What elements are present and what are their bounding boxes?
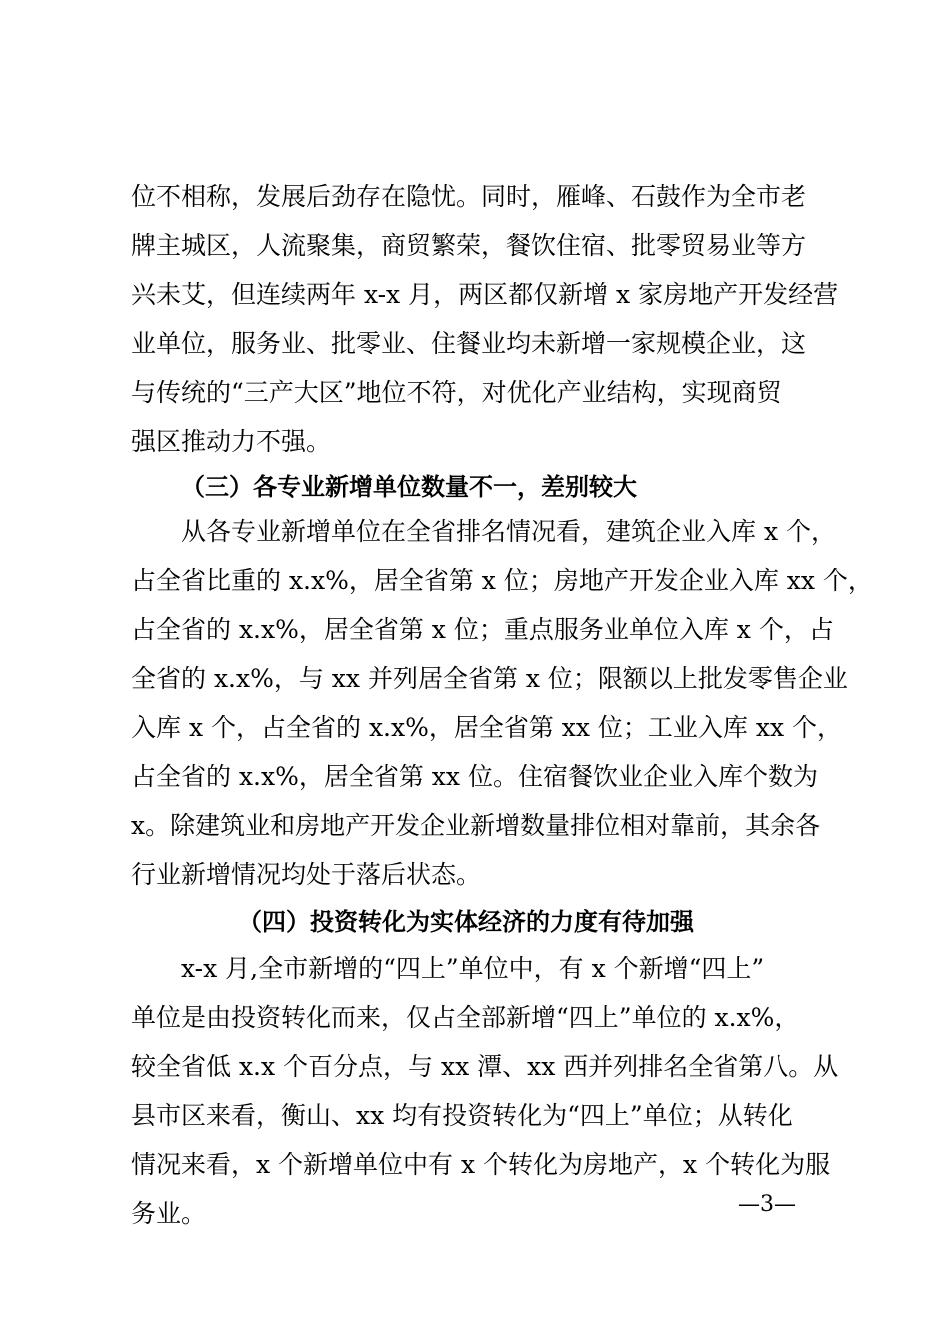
text-line: 占全省的 x.x%，居全省第 xx 位。住宿餐饮业企业入库个数为 (131, 762, 818, 791)
text-line: 单位是由投资转化而来，仅占全部新增“四上”单位的 x.x%， (131, 1003, 800, 1032)
text-line: 入库 x 个，占全省的 x.x%，居全省第 xx 位；工业入库 xx 个， (131, 713, 843, 742)
text-line: 较全省低 x.x 个百分点，与 xx 潭、xx 西并列排名全省第八。从 (131, 1052, 839, 1081)
text-line: 务业。 (131, 1199, 207, 1228)
text-line: 占全省比重的 x.x%，居全省第 x 位；房地产开发企业入库 xx 个， (131, 566, 873, 595)
text-line: 与传统的“三产大区”地位不符，对优化产业结构，实现商贸 (131, 378, 782, 407)
text-line: 全省的 x.x%，与 xx 并列居全省第 x 位；限额以上批发零售企业 (131, 664, 848, 693)
text-line: 从各专业新增单位在全省排名情况看，建筑企业入库 x 个， (181, 517, 836, 546)
text-line: 业单位，服务业、批零业、住餐业均未新增一家规模企业，这 (131, 329, 807, 358)
text-line: 强区推动力不强。 (131, 427, 332, 456)
text-line: x。除建筑业和房地产开发企业新增数量排位相对靠前，其余各 (131, 811, 821, 840)
text-line: 牌主城区，人流聚集，商贸繁荣，餐饮住宿、批零贸易业等方 (131, 231, 807, 260)
text-line: 占全省的 x.x%，居全省第 x 位；重点服务业单位入库 x 个，占 (131, 615, 834, 644)
text-line: 兴未艾，但连续两年 x-x 月，两区都仅新增 x 家房地产开发经营 (131, 280, 839, 309)
text-line: x-x 月,全市新增的“四上”单位中，有 x 个新增“四上” (181, 954, 765, 983)
section-heading: （三）各专业新增单位数量不一，差别较大 (181, 473, 637, 501)
text-line: 情况来看，x 个新增单位中有 x 个转化为房地产，x 个转化为服 (131, 1150, 831, 1179)
text-line: 行业新增情况均处于落后状态。 (131, 860, 482, 889)
text-line: 位不相称，发展后劲存在隐忧。同时，雁峰、石鼓作为全市老 (131, 182, 807, 211)
text-line: 县市区来看，衡山、xx 均有投资转化为“四上”单位；从转化 (131, 1101, 793, 1130)
section-heading: （四）投资转化为实体经济的力度有待加强 (238, 908, 694, 936)
page-number: —3— (738, 1192, 796, 1217)
